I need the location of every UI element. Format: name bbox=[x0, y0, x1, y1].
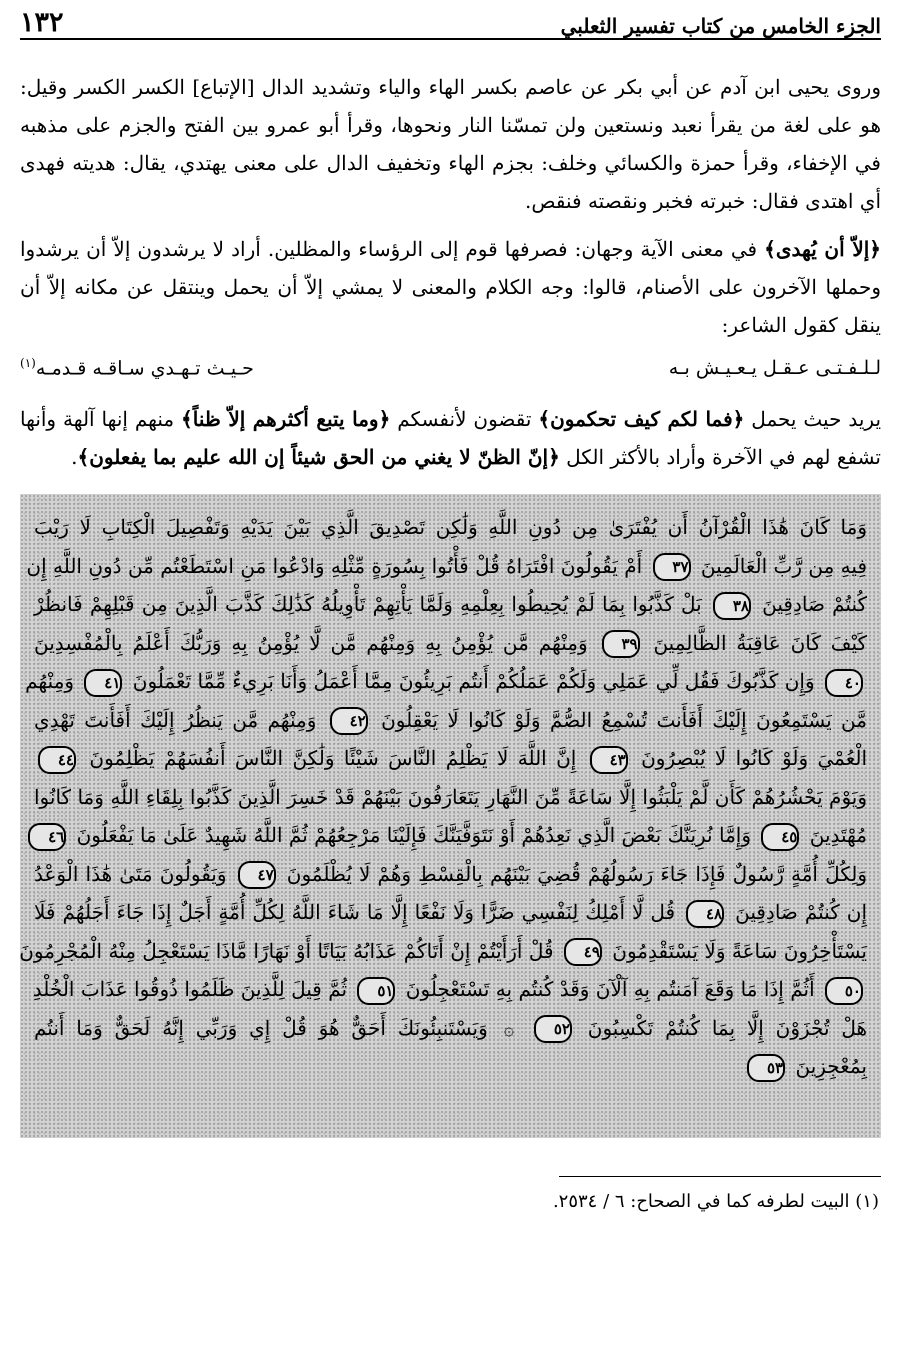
quran-line bbox=[25, 662, 867, 701]
paragraph-3 bbox=[20, 400, 881, 476]
quran-text: وَيَقُولُونَ مَتَىٰ هَٰذَا الْوَعْدُ bbox=[34, 861, 227, 886]
footnote-marker: (١) bbox=[20, 356, 36, 370]
ayah-number-marker: ٤٠ bbox=[825, 669, 863, 697]
ayah-number-marker: ٥٢ bbox=[534, 1015, 572, 1043]
quran-line bbox=[34, 508, 867, 547]
verse-second-text: حـيـث تـهـدي سـاقـه قـدمـه bbox=[35, 357, 254, 380]
page-number: ١٣٢ bbox=[20, 7, 64, 38]
quran-line bbox=[34, 893, 867, 932]
paragraph-1: وروى يحيى ابن آدم عن أبي بكر عن عاصم بكسر الهاء والياء وتشديد الدال [الإتباع] الكسر الكسر وقيل: هو على لغة من يقرأ نعبد ونستعين ولن تمسّنا النار ونحوها، وقرأ أبو عمرو بين الفتح والجزم على مذهبه في الإخفاء، وقرأ حمزة والكسائي وخلف: بجزم الهاء وتخفيف الدال على معنى يهتدي، يقال: هديته فهدى أي اهتدى فقال: خبرته فخبر ونقصته فنقص. bbox=[20, 75, 881, 213]
quran-quote: ﴿إلاّ أن يُهدى﴾ bbox=[764, 237, 881, 261]
running-title: الجزء الخامس من كتاب تفسير الثعلبي bbox=[560, 14, 881, 38]
quran-text: هَلْ تُجْزَوْنَ إِلَّا بِمَا كُنتُمْ تَكْسِبُونَ bbox=[587, 1015, 868, 1040]
quran-text: وَيَسْتَنبِئُونَكَ أَحَقٌّ هُوَ قُلْ إِي وَرَبِّي إِنَّهُ لَحَقٌّ وَمَا أَنتُم bbox=[34, 1015, 488, 1040]
quran-line bbox=[34, 624, 867, 663]
quran-line bbox=[34, 1047, 867, 1086]
quran-text: وَمِنْهُم مَّن يَنظُرُ إِلَيْكَ أَفَأَنتَ تَهْدِي bbox=[34, 707, 317, 732]
quran-text: كَيْفَ كَانَ عَاقِبَةُ الظَّالِمِينَ bbox=[653, 630, 868, 655]
quran-text: مُهْتَدِينَ bbox=[809, 823, 867, 847]
footnote: (١) البيت لطرفه كما في الصحاح: ٦ / ٢٥٣٤. bbox=[552, 1191, 879, 1212]
quran-line bbox=[34, 739, 867, 778]
ayah-number-marker: ٤١ bbox=[84, 669, 122, 697]
quran-text: بِمُعْجِزِينَ bbox=[795, 1054, 867, 1078]
quran-text: بَلْ كَذَّبُوا بِمَا لَمْ يُحِيطُوا بِعِلْمِهِ وَلَمَّا يَأْتِهِمْ تَأْوِيلُهُ كَذَٰلِكَ كَذَّبَ الَّذِينَ مِن قَبْلِهِمْ فَانظُرْ bbox=[34, 592, 702, 616]
quran-text: فِيهِ مِن رَّبِّ الْعَالَمِينَ bbox=[700, 553, 867, 578]
quran-line bbox=[34, 585, 867, 624]
ayah-number-marker: ٥٣ bbox=[747, 1054, 785, 1082]
quran-text: أَمْ يَقُولُونَ افْتَرَاهُ قُلْ فَأْتُوا بِسُورَةٍ مِّثْلِهِ وَادْعُوا مَنِ اسْتَطَعْتُم مِّن دُونِ اللَّهِ إِن bbox=[26, 553, 643, 578]
quran-text: أَثُمَّ إِذَا مَا وَقَعَ آمَنتُم بِهِ آلْآنَ وَقَدْ كُنتُم بِهِ تَسْتَعْجِلُونَ bbox=[405, 977, 815, 1001]
quran-line bbox=[34, 816, 867, 855]
ayah-number-marker: ٤٣ bbox=[590, 746, 628, 774]
quran-text: قُلْ أَرَأَيْتُمْ إِنْ أَتَاكُمْ عَذَابُهُ بَيَاتًا أَوْ نَهَارًا مَّاذَا يَسْتَعْجِلُ مِنْهُ الْمُجْرِمُونَ bbox=[19, 938, 554, 963]
quran-line bbox=[26, 547, 867, 586]
ayah-number-marker: ٤٢ bbox=[330, 707, 368, 735]
quran-text-panel bbox=[20, 494, 881, 1138]
page-header bbox=[20, 0, 881, 40]
ayah-number-marker: ٣٩ bbox=[602, 630, 640, 658]
verse-second-hemistich bbox=[20, 356, 254, 379]
quran-text: وَمِنْهُم مَّن يُؤْمِنُ بِهِ وَمِنْهُم مَّن لَّا يُؤْمِنُ بِهِ وَرَبُّكَ أَعْلَمُ بِالْمُفْسِدِينَ bbox=[34, 630, 588, 655]
ayah-number-marker: ٣٨ bbox=[713, 592, 751, 620]
ayah-number-marker: ٥٠ bbox=[825, 977, 863, 1005]
quran-text: وَيَوْمَ يَحْشُرُهُمْ كَأَن لَّمْ يَلْبَثُوا إِلَّا سَاعَةً مِّنَ النَّهَارِ يَتَعَارَفُونَ بَيْنَهُمْ قَدْ خَسِرَ الَّذِينَ كَذَّبُوا بِلِقَاءِ اللَّهِ وَمَا كَانُوا bbox=[34, 784, 867, 809]
ayah-number-marker: ٤٤ bbox=[38, 746, 76, 774]
quran-quote: ﴿وما يتبع أكثرهم إلاّ ظناً﴾ bbox=[181, 407, 391, 431]
quran-text: وَمِنْهُم bbox=[25, 669, 75, 693]
paragraph-text: . bbox=[71, 445, 78, 469]
quran-line bbox=[34, 970, 867, 1009]
quran-text: وَإِن كَذَّبُوكَ فَقُل لِّي عَمَلِي وَلَكُمْ عَمَلُكُمْ أَنتُم بَرِيئُونَ مِمَّا أَعْمَلُ وَأَنَا بَرِيءٌ مِّمَّا تَعْمَلُونَ bbox=[132, 669, 815, 693]
quran-text: وَمَا كَانَ هَٰذَا الْقُرْآنُ أَن يُفْتَرَىٰ مِن دُونِ اللَّهِ وَلَٰكِن تَصْدِيقَ الَّذِي بَيْنَ يَدَيْهِ وَتَفْصِيلَ الْكِتَابِ لَا رَيْبَ bbox=[34, 515, 867, 539]
ayah-number-marker: ٤٨ bbox=[686, 900, 724, 928]
quran-quote: ﴿إنّ الظنّ لا يغني من الحق شيئاً إن الله عليم بما يفعلون﴾ bbox=[77, 445, 560, 469]
poetry-verse bbox=[20, 356, 881, 392]
hizb-mark-icon: ۞ bbox=[503, 1018, 515, 1040]
quran-quote: ﴿فما لكم كيف تحكمون﴾ bbox=[538, 407, 745, 431]
paragraph-text: منهم إنها آلهة وأنها تشفع لهم في الآخرة وأراد بالأكثر الكل bbox=[20, 407, 881, 469]
ayah-number-marker: ٤٧ bbox=[238, 861, 276, 889]
quran-text: يَسْتَأْخِرُونَ سَاعَةً وَلَا يَسْتَقْدِمُونَ bbox=[612, 938, 867, 963]
ayah-number-marker: ٤٦ bbox=[28, 823, 66, 851]
quran-line bbox=[34, 778, 867, 817]
quran-line bbox=[34, 1009, 867, 1048]
quran-line bbox=[19, 932, 867, 971]
ayah-number-marker: ٥١ bbox=[357, 977, 395, 1005]
verse-first-hemistich: لـلـفـتـى عـقـل يـعـيـش بـه bbox=[668, 357, 881, 380]
paragraph-text: يريد حيث يحمل bbox=[744, 407, 882, 431]
ayah-number-marker: ٣٧ bbox=[653, 553, 691, 581]
paragraph-text: تقضون لأنفسكم bbox=[390, 407, 539, 431]
quran-text: كُنتُمْ صَادِقِينَ bbox=[762, 592, 868, 616]
footnote-divider bbox=[559, 1176, 881, 1177]
quran-text: مَّن يَسْتَمِعُونَ إِلَيْكَ أَفَأَنتَ تُسْمِعُ الصُّمَّ وَلَوْ كَانُوا لَا يَعْقِلُونَ bbox=[381, 707, 867, 732]
ayah-number-marker: ٤٥ bbox=[761, 823, 799, 851]
quran-text: إِن كُنتُمْ صَادِقِينَ bbox=[735, 900, 867, 924]
quran-text: الْعُمْيَ وَلَوْ كَانُوا لَا يُبْصِرُونَ bbox=[641, 746, 867, 770]
paragraph-2 bbox=[20, 230, 881, 344]
quran-text: وَإِمَّا نُرِيَنَّكَ بَعْضَ الَّذِي نَعِدُهُمْ أَوْ نَتَوَفَّيَنَّكَ فَإِلَيْنَا مَرْجِعُهُمْ ثُمَّ اللَّهُ شَهِيدٌ عَلَىٰ مَا يَفْعَلُونَ bbox=[76, 823, 752, 847]
quran-text: قُل لَّا أَمْلِكُ لِنَفْسِي ضَرًّا وَلَا نَفْعًا إِلَّا مَا شَاءَ اللَّهُ لِكُلِّ أُمَّةٍ أَجَلٌ إِذَا جَاءَ أَجَلُهُمْ فَلَا bbox=[34, 900, 676, 924]
paragraph-text: في معنى الآية وجهان: فصرفها قوم إلى الرؤساء والمظلين. أراد لا يرشدون إلاّ أن يرشدوا وحملها الآخرون على الأصنام، قالوا: وجه الكلام والمعنى لا يمشي إلاّ أن يحمل وينتقل عن مكانه إلاّ أن ينقل كقول الشاعر: bbox=[20, 237, 881, 337]
quran-text: إِنَّ اللَّهَ لَا يَظْلِمُ النَّاسَ شَيْئًا وَلَٰكِنَّ النَّاسَ أَنفُسَهُمْ يَظْلِمُونَ bbox=[89, 746, 577, 770]
quran-line bbox=[34, 701, 867, 740]
quran-line bbox=[34, 855, 867, 894]
quran-text: ثُمَّ قِيلَ لِلَّذِينَ ظَلَمُوا ذُوقُوا عَذَابَ الْخُلْدِ bbox=[32, 977, 348, 1001]
quran-text: وَلِكُلِّ أُمَّةٍ رَّسُولٌ فَإِذَا جَاءَ رَسُولُهُمْ قُضِيَ بَيْنَهُم بِالْقِسْطِ وَهُمْ لَا يُظْلَمُونَ bbox=[286, 861, 868, 886]
ayah-number-marker: ٤٩ bbox=[564, 938, 602, 966]
